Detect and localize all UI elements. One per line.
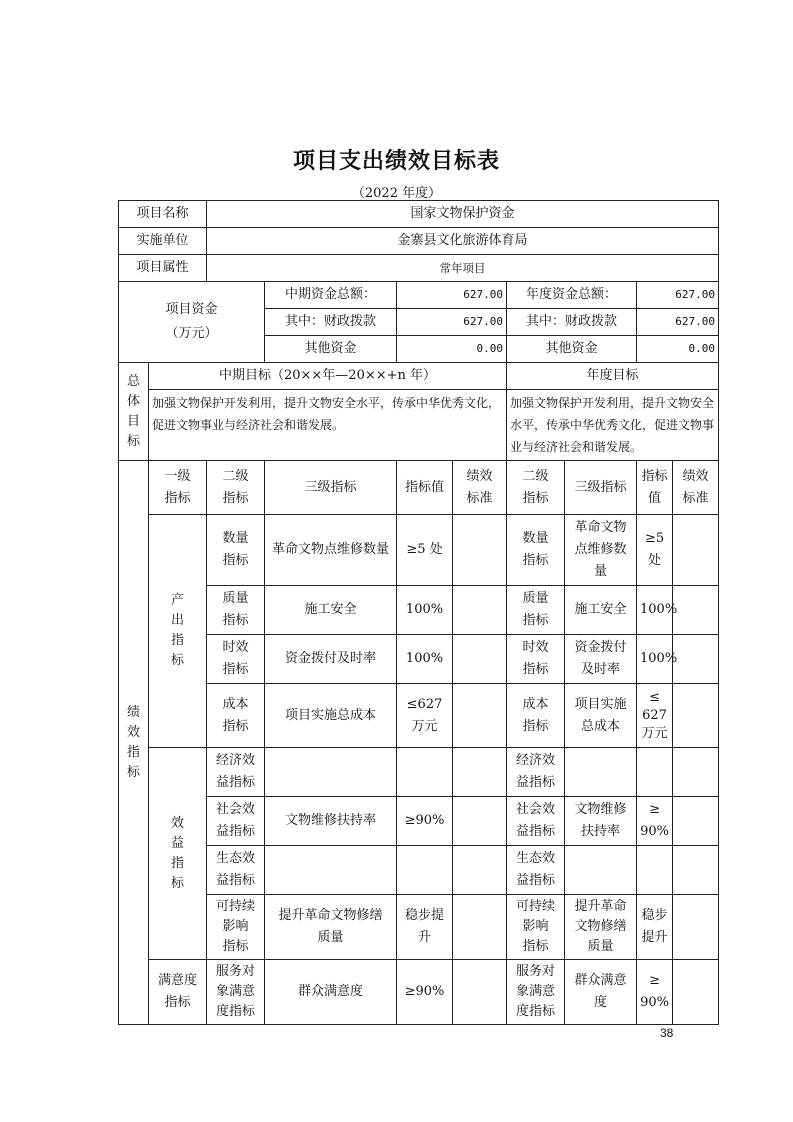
- benefit-year-l3: [565, 748, 637, 797]
- year-other-value: 0.00: [637, 336, 719, 363]
- output-year-l2: 数量 指标: [507, 515, 565, 586]
- benefit-year-l2: 可持续 影响 指标: [507, 895, 565, 960]
- header-year-level2: 二级 指标: [507, 461, 565, 515]
- benefit-year-l3: 提升革命 文物修缮 质量: [565, 895, 637, 960]
- unit-value: 金寨县文化旅游体育局: [207, 228, 719, 255]
- benefit-l2: 生态效 益指标: [207, 846, 265, 895]
- output-year-standard: [673, 684, 719, 748]
- output-year-standard: [673, 515, 719, 586]
- benefit-indicator-label: 效 益 指 标: [149, 748, 207, 960]
- benefit-value: ≥90%: [397, 797, 453, 846]
- output-standard: [453, 586, 507, 635]
- year-goal-text: 加强文物保护开发利用，提升文物安全水平，传承中华优秀文化，促进文物事业与经济社会和谐发展。: [507, 390, 719, 461]
- performance-table: [118, 200, 719, 1025]
- output-year-l3: 资金拨付 及时率: [565, 635, 637, 684]
- output-l2: 时效 指标: [207, 635, 265, 684]
- mid-fiscal-value: 627.00: [397, 309, 507, 336]
- mid-fiscal-label: 其中：财政拨款: [265, 309, 397, 336]
- benefit-l2: 可持续 影响 指标: [207, 895, 265, 960]
- indicators-side-label: 绩 效 指 标: [119, 461, 149, 1025]
- output-year-l2: 时效 指标: [507, 635, 565, 684]
- benefit-l2: 经济效 益指标: [207, 748, 265, 797]
- benefit-year-value: ≥ 90%: [637, 797, 673, 846]
- benefit-standard: [453, 895, 507, 960]
- benefit-year-l2: 社会效 益指标: [507, 797, 565, 846]
- satisfaction-l2: 服务对 象满意 度指标: [207, 960, 265, 1025]
- funds-label: 项目资金 （万元）: [119, 282, 265, 363]
- benefit-year-l2: 经济效 益指标: [507, 748, 565, 797]
- output-value: ≤627 万元: [397, 684, 453, 748]
- header-year-level3: 三级指标: [565, 461, 637, 515]
- benefit-year-standard: [673, 797, 719, 846]
- satisfaction-standard: [453, 960, 507, 1025]
- benefit-year-l2: 生态效 益指标: [507, 846, 565, 895]
- satisfaction-year-l3: 群众满意 度: [565, 960, 637, 1025]
- mid-goal-text: 加强文物保护开发利用，提升文物安全水平，传承中华优秀文化，促进文物事业与经济社会和谐发展。: [149, 390, 507, 461]
- benefit-year-l3: 文物维修 扶持率: [565, 797, 637, 846]
- mid-goal-header: 中期目标（20××年—20××+n 年）: [149, 363, 507, 390]
- satisfaction-l3: 群众满意度: [265, 960, 397, 1025]
- unit-label: 实施单位: [119, 228, 207, 255]
- satisfaction-value: ≥90%: [397, 960, 453, 1025]
- output-standard: [453, 635, 507, 684]
- output-year-value: 100%: [637, 586, 673, 635]
- output-year-value: ≥5 处: [637, 515, 673, 586]
- output-indicator-label: 产 出 指 标: [149, 515, 207, 748]
- output-l2: 成本 指标: [207, 684, 265, 748]
- page-title: 项目支出绩效目标表: [292, 149, 500, 174]
- benefit-standard: [453, 748, 507, 797]
- project-name-label: 项目名称: [119, 201, 207, 228]
- header-level3: 三级指标: [265, 461, 397, 515]
- benefit-year-value: 稳步 提升: [637, 895, 673, 960]
- attribute-label: 项目属性: [119, 255, 207, 282]
- benefit-l2: 社会效 益指标: [207, 797, 265, 846]
- page-number: 38: [660, 1026, 674, 1040]
- output-value: 100%: [397, 635, 453, 684]
- year-total-label: 年度资金总额：: [507, 282, 637, 309]
- output-l2: 质量 指标: [207, 586, 265, 635]
- output-year-l2: 质量 指标: [507, 586, 565, 635]
- benefit-standard: [453, 797, 507, 846]
- satisfaction-year-value: ≥ 90%: [637, 960, 673, 1025]
- output-standard: [453, 515, 507, 586]
- mid-other-label: 其他资金: [265, 336, 397, 363]
- benefit-year-l3: [565, 846, 637, 895]
- header-level1: 一级 指标: [149, 461, 207, 515]
- satisfaction-year-l2: 服务对 象满意 度指标: [507, 960, 565, 1025]
- output-year-value: 100%: [637, 635, 673, 684]
- output-year-standard: [673, 586, 719, 635]
- benefit-l3: 文物维修扶持率: [265, 797, 397, 846]
- benefit-year-value: [637, 846, 673, 895]
- benefit-year-value: [637, 748, 673, 797]
- output-value: 100%: [397, 586, 453, 635]
- year-fiscal-value: 627.00: [637, 309, 719, 336]
- attribute-value: 常年项目: [207, 255, 719, 282]
- benefit-l3: [265, 846, 397, 895]
- year-label: （2022 年度）: [351, 186, 442, 201]
- benefit-year-standard: [673, 748, 719, 797]
- benefit-year-standard: [673, 895, 719, 960]
- output-l3: 革命文物点维修数量: [265, 515, 397, 586]
- output-year-l3: 项目实施 总成本: [565, 684, 637, 748]
- mid-total-value: 627.00: [397, 282, 507, 309]
- output-year-standard: [673, 635, 719, 684]
- project-name-value: 国家文物保护资金: [207, 201, 719, 228]
- mid-other-value: 0.00: [397, 336, 507, 363]
- year-total-value: 627.00: [637, 282, 719, 309]
- output-year-l3: 施工安全: [565, 586, 637, 635]
- year-other-label: 其他资金: [507, 336, 637, 363]
- year-goal-header: 年度目标: [507, 363, 719, 390]
- satisfaction-year-standard: [673, 960, 719, 1025]
- mid-total-label: 中期资金总额：: [265, 282, 397, 309]
- output-l3: 资金拨付及时率: [265, 635, 397, 684]
- output-year-l3: 革命文物 点维修数 量: [565, 515, 637, 586]
- output-l2: 数量 指标: [207, 515, 265, 586]
- overall-goal-label: 总 体 目 标: [119, 363, 149, 461]
- output-year-l2: 成本 指标: [507, 684, 565, 748]
- header-level2: 二级 指标: [207, 461, 265, 515]
- header-year-value: 指标 值: [637, 461, 673, 515]
- benefit-year-standard: [673, 846, 719, 895]
- benefit-l3: [265, 748, 397, 797]
- satisfaction-indicator-label: 满意度 指标: [149, 960, 207, 1025]
- output-standard: [453, 684, 507, 748]
- header-value: 指标值: [397, 461, 453, 515]
- output-l3: 施工安全: [265, 586, 397, 635]
- output-year-value: ≤ 627 万元: [637, 684, 673, 748]
- header-year-standard: 绩效 标准: [673, 461, 719, 515]
- benefit-value: 稳步提 升: [397, 895, 453, 960]
- output-value: ≥5 处: [397, 515, 453, 586]
- output-l3: 项目实施总成本: [265, 684, 397, 748]
- benefit-standard: [453, 846, 507, 895]
- year-fiscal-label: 其中：财政拨款: [507, 309, 637, 336]
- benefit-value: [397, 846, 453, 895]
- benefit-value: [397, 748, 453, 797]
- benefit-l3: 提升革命文物修缮 质量: [265, 895, 397, 960]
- header-standard: 绩效 标准: [453, 461, 507, 515]
